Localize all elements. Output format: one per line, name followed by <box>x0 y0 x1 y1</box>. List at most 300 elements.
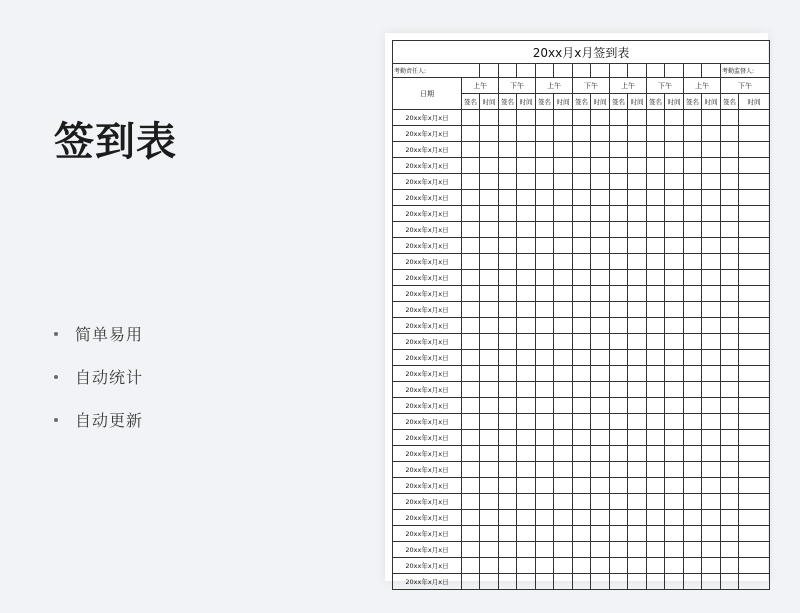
sign-cell[interactable] <box>536 542 554 558</box>
time-cell[interactable] <box>739 126 770 142</box>
time-cell[interactable] <box>554 478 573 494</box>
sign-cell[interactable] <box>536 302 554 318</box>
time-cell[interactable] <box>480 270 499 286</box>
time-cell[interactable] <box>517 510 536 526</box>
sign-cell[interactable] <box>573 158 591 174</box>
sign-cell[interactable] <box>647 126 665 142</box>
time-cell[interactable] <box>628 398 647 414</box>
time-cell[interactable] <box>517 414 536 430</box>
time-cell[interactable] <box>702 190 721 206</box>
time-cell[interactable] <box>480 110 499 126</box>
sign-cell[interactable] <box>610 286 628 302</box>
time-cell[interactable] <box>665 462 684 478</box>
sign-cell[interactable] <box>610 206 628 222</box>
sign-cell[interactable] <box>610 558 628 574</box>
sign-cell[interactable] <box>610 382 628 398</box>
sign-cell[interactable] <box>499 142 517 158</box>
time-cell[interactable] <box>628 510 647 526</box>
sign-cell[interactable] <box>499 302 517 318</box>
sign-cell[interactable] <box>462 558 480 574</box>
sign-cell[interactable] <box>573 286 591 302</box>
sign-cell[interactable] <box>684 206 702 222</box>
sign-cell[interactable] <box>684 158 702 174</box>
time-cell[interactable] <box>739 494 770 510</box>
sign-cell[interactable] <box>573 382 591 398</box>
time-cell[interactable] <box>628 542 647 558</box>
sign-cell[interactable] <box>536 494 554 510</box>
sign-cell[interactable] <box>721 158 739 174</box>
sign-cell[interactable] <box>462 238 480 254</box>
time-cell[interactable] <box>591 558 610 574</box>
time-cell[interactable] <box>480 318 499 334</box>
sign-cell[interactable] <box>462 222 480 238</box>
time-cell[interactable] <box>554 238 573 254</box>
time-cell[interactable] <box>628 142 647 158</box>
time-cell[interactable] <box>517 190 536 206</box>
time-cell[interactable] <box>739 526 770 542</box>
sign-cell[interactable] <box>573 222 591 238</box>
time-cell[interactable] <box>665 286 684 302</box>
sign-cell[interactable] <box>462 142 480 158</box>
sign-cell[interactable] <box>647 366 665 382</box>
time-cell[interactable] <box>554 142 573 158</box>
time-cell[interactable] <box>628 158 647 174</box>
sign-cell[interactable] <box>499 494 517 510</box>
sign-cell[interactable] <box>499 574 517 590</box>
sign-cell[interactable] <box>610 574 628 590</box>
sign-cell[interactable] <box>610 142 628 158</box>
time-cell[interactable] <box>739 190 770 206</box>
time-cell[interactable] <box>628 446 647 462</box>
time-cell[interactable] <box>591 510 610 526</box>
time-cell[interactable] <box>480 126 499 142</box>
time-cell[interactable] <box>702 174 721 190</box>
time-cell[interactable] <box>665 446 684 462</box>
time-cell[interactable] <box>665 526 684 542</box>
sign-cell[interactable] <box>499 510 517 526</box>
sign-cell[interactable] <box>647 206 665 222</box>
time-cell[interactable] <box>739 510 770 526</box>
time-cell[interactable] <box>591 318 610 334</box>
time-cell[interactable] <box>665 206 684 222</box>
time-cell[interactable] <box>554 558 573 574</box>
time-cell[interactable] <box>665 142 684 158</box>
time-cell[interactable] <box>702 350 721 366</box>
sign-cell[interactable] <box>499 174 517 190</box>
sign-cell[interactable] <box>573 478 591 494</box>
time-cell[interactable] <box>480 174 499 190</box>
sign-cell[interactable] <box>499 286 517 302</box>
time-cell[interactable] <box>702 446 721 462</box>
sign-cell[interactable] <box>573 510 591 526</box>
sign-cell[interactable] <box>536 350 554 366</box>
time-cell[interactable] <box>702 366 721 382</box>
sign-cell[interactable] <box>684 382 702 398</box>
sign-cell[interactable] <box>573 574 591 590</box>
sign-cell[interactable] <box>573 398 591 414</box>
sign-cell[interactable] <box>684 286 702 302</box>
sign-cell[interactable] <box>647 254 665 270</box>
sign-cell[interactable] <box>610 446 628 462</box>
time-cell[interactable] <box>665 222 684 238</box>
time-cell[interactable] <box>480 478 499 494</box>
time-cell[interactable] <box>591 398 610 414</box>
sign-cell[interactable] <box>721 366 739 382</box>
sign-cell[interactable] <box>499 366 517 382</box>
sign-cell[interactable] <box>610 238 628 254</box>
sign-cell[interactable] <box>684 126 702 142</box>
sign-cell[interactable] <box>462 462 480 478</box>
sign-cell[interactable] <box>610 366 628 382</box>
time-cell[interactable] <box>739 398 770 414</box>
time-cell[interactable] <box>628 350 647 366</box>
time-cell[interactable] <box>517 222 536 238</box>
sign-cell[interactable] <box>462 302 480 318</box>
sign-cell[interactable] <box>721 254 739 270</box>
time-cell[interactable] <box>517 478 536 494</box>
time-cell[interactable] <box>554 270 573 286</box>
sign-cell[interactable] <box>721 190 739 206</box>
sign-cell[interactable] <box>610 334 628 350</box>
time-cell[interactable] <box>480 494 499 510</box>
time-cell[interactable] <box>480 142 499 158</box>
sign-cell[interactable] <box>573 446 591 462</box>
sign-cell[interactable] <box>536 462 554 478</box>
sign-cell[interactable] <box>462 542 480 558</box>
sign-cell[interactable] <box>647 334 665 350</box>
time-cell[interactable] <box>554 350 573 366</box>
sign-cell[interactable] <box>462 526 480 542</box>
sign-cell[interactable] <box>610 542 628 558</box>
time-cell[interactable] <box>665 190 684 206</box>
time-cell[interactable] <box>739 286 770 302</box>
time-cell[interactable] <box>591 158 610 174</box>
sign-cell[interactable] <box>610 254 628 270</box>
sign-cell[interactable] <box>684 494 702 510</box>
time-cell[interactable] <box>739 478 770 494</box>
time-cell[interactable] <box>480 414 499 430</box>
time-cell[interactable] <box>554 494 573 510</box>
time-cell[interactable] <box>739 318 770 334</box>
sign-cell[interactable] <box>684 222 702 238</box>
time-cell[interactable] <box>517 206 536 222</box>
time-cell[interactable] <box>480 382 499 398</box>
time-cell[interactable] <box>665 382 684 398</box>
time-cell[interactable] <box>517 254 536 270</box>
sign-cell[interactable] <box>610 126 628 142</box>
time-cell[interactable] <box>517 110 536 126</box>
time-cell[interactable] <box>480 510 499 526</box>
time-cell[interactable] <box>702 574 721 590</box>
time-cell[interactable] <box>739 414 770 430</box>
sign-cell[interactable] <box>721 238 739 254</box>
sign-cell[interactable] <box>647 382 665 398</box>
sign-cell[interactable] <box>647 238 665 254</box>
time-cell[interactable] <box>554 286 573 302</box>
time-cell[interactable] <box>739 382 770 398</box>
sign-cell[interactable] <box>462 174 480 190</box>
time-cell[interactable] <box>517 174 536 190</box>
sign-cell[interactable] <box>721 462 739 478</box>
time-cell[interactable] <box>591 286 610 302</box>
sign-cell[interactable] <box>647 414 665 430</box>
sign-cell[interactable] <box>684 366 702 382</box>
sign-cell[interactable] <box>647 494 665 510</box>
time-cell[interactable] <box>665 430 684 446</box>
sign-cell[interactable] <box>499 542 517 558</box>
sign-cell[interactable] <box>536 238 554 254</box>
time-cell[interactable] <box>517 158 536 174</box>
sign-cell[interactable] <box>499 350 517 366</box>
time-cell[interactable] <box>665 254 684 270</box>
sign-cell[interactable] <box>536 446 554 462</box>
sign-cell[interactable] <box>573 350 591 366</box>
sign-cell[interactable] <box>647 478 665 494</box>
time-cell[interactable] <box>554 254 573 270</box>
time-cell[interactable] <box>702 126 721 142</box>
time-cell[interactable] <box>665 174 684 190</box>
time-cell[interactable] <box>702 334 721 350</box>
time-cell[interactable] <box>517 334 536 350</box>
sign-cell[interactable] <box>536 478 554 494</box>
sign-cell[interactable] <box>499 190 517 206</box>
sign-cell[interactable] <box>721 526 739 542</box>
sign-cell[interactable] <box>499 558 517 574</box>
sign-cell[interactable] <box>573 142 591 158</box>
sign-cell[interactable] <box>499 526 517 542</box>
time-cell[interactable] <box>665 110 684 126</box>
time-cell[interactable] <box>517 558 536 574</box>
sign-cell[interactable] <box>462 350 480 366</box>
sign-cell[interactable] <box>684 462 702 478</box>
sign-cell[interactable] <box>536 414 554 430</box>
time-cell[interactable] <box>517 238 536 254</box>
time-cell[interactable] <box>517 398 536 414</box>
sign-cell[interactable] <box>647 142 665 158</box>
sign-cell[interactable] <box>684 174 702 190</box>
sign-cell[interactable] <box>647 302 665 318</box>
sign-cell[interactable] <box>610 350 628 366</box>
sign-cell[interactable] <box>462 398 480 414</box>
sign-cell[interactable] <box>536 398 554 414</box>
time-cell[interactable] <box>628 574 647 590</box>
sign-cell[interactable] <box>684 254 702 270</box>
time-cell[interactable] <box>591 142 610 158</box>
sign-cell[interactable] <box>499 334 517 350</box>
sign-cell[interactable] <box>684 430 702 446</box>
sign-cell[interactable] <box>536 430 554 446</box>
sign-cell[interactable] <box>573 558 591 574</box>
sign-cell[interactable] <box>536 286 554 302</box>
time-cell[interactable] <box>517 142 536 158</box>
sign-cell[interactable] <box>684 302 702 318</box>
time-cell[interactable] <box>591 254 610 270</box>
sign-cell[interactable] <box>684 318 702 334</box>
sign-cell[interactable] <box>647 446 665 462</box>
time-cell[interactable] <box>480 574 499 590</box>
time-cell[interactable] <box>702 382 721 398</box>
sign-cell[interactable] <box>721 286 739 302</box>
sign-cell[interactable] <box>721 174 739 190</box>
time-cell[interactable] <box>702 270 721 286</box>
sign-cell[interactable] <box>573 366 591 382</box>
time-cell[interactable] <box>480 254 499 270</box>
sign-cell[interactable] <box>462 110 480 126</box>
sign-cell[interactable] <box>536 126 554 142</box>
sign-cell[interactable] <box>462 510 480 526</box>
time-cell[interactable] <box>480 366 499 382</box>
sign-cell[interactable] <box>573 542 591 558</box>
sign-cell[interactable] <box>684 414 702 430</box>
sign-cell[interactable] <box>536 190 554 206</box>
time-cell[interactable] <box>517 446 536 462</box>
sign-cell[interactable] <box>647 526 665 542</box>
sign-cell[interactable] <box>573 430 591 446</box>
sign-cell[interactable] <box>573 110 591 126</box>
time-cell[interactable] <box>517 366 536 382</box>
sign-cell[interactable] <box>647 510 665 526</box>
sign-cell[interactable] <box>499 382 517 398</box>
time-cell[interactable] <box>517 270 536 286</box>
time-cell[interactable] <box>702 158 721 174</box>
time-cell[interactable] <box>591 350 610 366</box>
time-cell[interactable] <box>517 494 536 510</box>
sign-cell[interactable] <box>647 398 665 414</box>
time-cell[interactable] <box>665 478 684 494</box>
sign-cell[interactable] <box>536 254 554 270</box>
time-cell[interactable] <box>591 542 610 558</box>
sign-cell[interactable] <box>573 318 591 334</box>
sign-cell[interactable] <box>462 206 480 222</box>
sign-cell[interactable] <box>462 126 480 142</box>
sign-cell[interactable] <box>647 350 665 366</box>
time-cell[interactable] <box>628 462 647 478</box>
time-cell[interactable] <box>517 430 536 446</box>
time-cell[interactable] <box>554 126 573 142</box>
sign-cell[interactable] <box>684 350 702 366</box>
time-cell[interactable] <box>739 222 770 238</box>
time-cell[interactable] <box>591 222 610 238</box>
time-cell[interactable] <box>739 174 770 190</box>
sign-cell[interactable] <box>721 142 739 158</box>
time-cell[interactable] <box>739 446 770 462</box>
sign-cell[interactable] <box>573 238 591 254</box>
sign-cell[interactable] <box>536 334 554 350</box>
time-cell[interactable] <box>480 526 499 542</box>
time-cell[interactable] <box>702 222 721 238</box>
sign-cell[interactable] <box>721 222 739 238</box>
sign-cell[interactable] <box>573 462 591 478</box>
sign-cell[interactable] <box>610 158 628 174</box>
time-cell[interactable] <box>554 510 573 526</box>
sign-cell[interactable] <box>573 494 591 510</box>
sign-cell[interactable] <box>721 350 739 366</box>
time-cell[interactable] <box>665 542 684 558</box>
time-cell[interactable] <box>628 190 647 206</box>
sign-cell[interactable] <box>536 142 554 158</box>
time-cell[interactable] <box>554 302 573 318</box>
sign-cell[interactable] <box>721 542 739 558</box>
sign-cell[interactable] <box>610 430 628 446</box>
time-cell[interactable] <box>480 350 499 366</box>
time-cell[interactable] <box>591 190 610 206</box>
time-cell[interactable] <box>702 542 721 558</box>
sign-cell[interactable] <box>647 110 665 126</box>
sign-cell[interactable] <box>610 302 628 318</box>
sign-cell[interactable] <box>573 174 591 190</box>
time-cell[interactable] <box>591 270 610 286</box>
time-cell[interactable] <box>628 318 647 334</box>
sign-cell[interactable] <box>721 446 739 462</box>
sign-cell[interactable] <box>499 270 517 286</box>
time-cell[interactable] <box>702 494 721 510</box>
time-cell[interactable] <box>739 270 770 286</box>
sign-cell[interactable] <box>647 174 665 190</box>
time-cell[interactable] <box>702 254 721 270</box>
time-cell[interactable] <box>702 414 721 430</box>
time-cell[interactable] <box>480 286 499 302</box>
sign-cell[interactable] <box>462 430 480 446</box>
sign-cell[interactable] <box>721 430 739 446</box>
time-cell[interactable] <box>739 206 770 222</box>
sign-cell[interactable] <box>536 382 554 398</box>
sign-cell[interactable] <box>462 190 480 206</box>
time-cell[interactable] <box>628 206 647 222</box>
time-cell[interactable] <box>628 270 647 286</box>
time-cell[interactable] <box>591 366 610 382</box>
sign-cell[interactable] <box>536 174 554 190</box>
sign-cell[interactable] <box>684 334 702 350</box>
sign-cell[interactable] <box>684 270 702 286</box>
sign-cell[interactable] <box>610 414 628 430</box>
time-cell[interactable] <box>480 222 499 238</box>
time-cell[interactable] <box>739 302 770 318</box>
sign-cell[interactable] <box>647 574 665 590</box>
sign-cell[interactable] <box>462 254 480 270</box>
sign-cell[interactable] <box>684 110 702 126</box>
sign-cell[interactable] <box>721 382 739 398</box>
sign-cell[interactable] <box>499 206 517 222</box>
time-cell[interactable] <box>628 110 647 126</box>
time-cell[interactable] <box>517 542 536 558</box>
sign-cell[interactable] <box>647 542 665 558</box>
sign-cell[interactable] <box>573 334 591 350</box>
time-cell[interactable] <box>628 478 647 494</box>
time-cell[interactable] <box>628 174 647 190</box>
sign-cell[interactable] <box>499 430 517 446</box>
time-cell[interactable] <box>591 430 610 446</box>
time-cell[interactable] <box>517 350 536 366</box>
sign-cell[interactable] <box>573 414 591 430</box>
sign-cell[interactable] <box>462 270 480 286</box>
sign-cell[interactable] <box>462 414 480 430</box>
sign-cell[interactable] <box>610 494 628 510</box>
time-cell[interactable] <box>591 446 610 462</box>
sign-cell[interactable] <box>684 398 702 414</box>
time-cell[interactable] <box>554 462 573 478</box>
sign-cell[interactable] <box>684 446 702 462</box>
time-cell[interactable] <box>665 302 684 318</box>
sign-cell[interactable] <box>536 222 554 238</box>
time-cell[interactable] <box>480 238 499 254</box>
sign-cell[interactable] <box>573 254 591 270</box>
sign-cell[interactable] <box>573 302 591 318</box>
time-cell[interactable] <box>517 318 536 334</box>
sign-cell[interactable] <box>499 462 517 478</box>
sign-cell[interactable] <box>610 110 628 126</box>
time-cell[interactable] <box>702 558 721 574</box>
time-cell[interactable] <box>628 334 647 350</box>
